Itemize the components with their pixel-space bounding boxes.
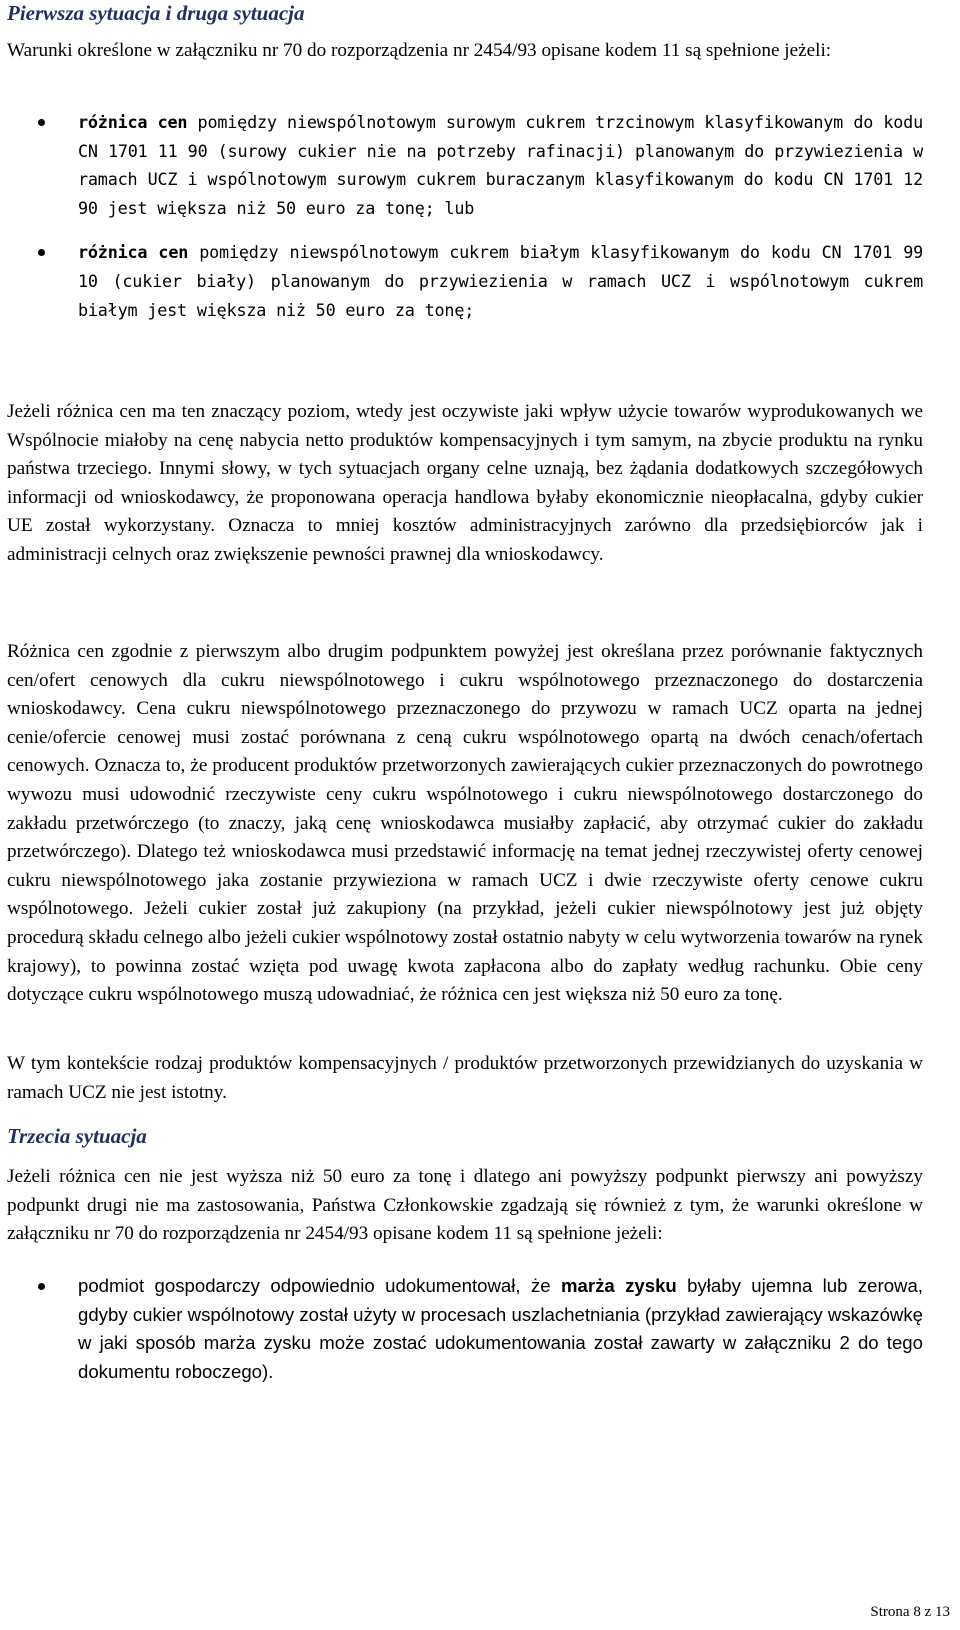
- bullet-body: byłaby ujemna lub zerowa, gdyby cukier wspólnotowy został użyty w procesach uszlachetniania (przykład zawierający wskazówkę w jaki sposób marża zysku może zostać udokumentowania został zawarty w załączniku 2 do tego dokumentu roboczego).: [78, 1275, 923, 1382]
- section-heading-third: Trzecia sytuacja: [7, 1124, 147, 1148]
- intro-paragraph: Warunki określone w załączniku nr 70 do rozporządzenia nr 2454/93 opisane kodem 11 są spełnione jeżeli:: [7, 40, 832, 61]
- bullet-text: [78, 238, 923, 324]
- list-item: [7, 108, 923, 222]
- bullet-list-price-difference: [7, 108, 923, 324]
- bullet-icon: [38, 1283, 45, 1290]
- context-paragraph: W tym kontekście rodzaj produktów kompensacyjnych / produktów przetworzonych przewidzianych do uzyskania w ramach UCZ nie jest istotny.: [7, 1053, 923, 1103]
- bullet-text: [78, 108, 923, 222]
- bullet-lead: podmiot gospodarczy odpowiednio udokumentował, że: [78, 1275, 561, 1296]
- significant-level-paragraph: Jeżeli różnica cen ma ten znaczący poziom, wtedy jest oczywiste jaki wpływ użycie towarów wyprodukowanych we Wspólnocie miałoby na cenę nabycia netto produktów kompensacyjnych i tym samym, na zbycie produktu na rynku państwa trzeciego. Innymi słowy, w tych sytuacjach organy celne uznają, bez żądania dodatkowych szczegółowych informacji od wnioskodawcy, że proponowana operacja handlowa byłaby ekonomicznie nieopłacalna, gdyby cukier UE został wykorzystany. Oznacza to mniej kosztów administracyjnych zarówno dla przedsiębiorców jak i administracji celnych oraz zwiększenie pewności prawnej dla wnioskodawcy.: [7, 401, 923, 565]
- price-difference-paragraph: Różnica cen zgodnie z pierwszym albo drugim podpunktem powyżej jest określana przez porównanie faktycznych cen/ofert cenowych dla cukru niewspólnotowego i cukru wspólnotowego przeznaczonego do dostarczenia wnioskodawcy. Cena cukru niewspólnotowego przeznaczonego do przywozu w ramach UCZ oparta na jednej cenie/ofercie cenowej musi zostać porównana z ceną cukru wspólnotowego opartą na dwóch cenach/ofertach cenowych. Oznacza to, że producent produktów przetworzonych zawierających cukier przeznaczonych do powrotnego wywozu musi udowodnić rzeczywiste ceny cukru wspólnotowego i cukru niewspólnotowego dostarczonego do zakładu przetwórczego (to znaczy, jaką cenę wnioskodawca musiałby zapłacić, aby otrzymać cukier do zakładu przetwórczego). Dlatego też wnioskodawca musi przedstawić informację na temat jednej rzeczywistej oferty cenowej cukru niewspólnotowego jaka zostanie przywieziona w ramach UCZ i dwie rzeczywiste oferty cenowe cukru wspólnotowego. Jeżeli cukier został już zakupiony (na przykład, jeżeli cukier niewspólnotowy jest już objęty procedurą składu celnego albo jeżeli cukier wspólnotowy został ostatnio nabyty w celu wytworzenia towarów na rynek krajowy), to powinna zostać wzięta pod uwagę kwota zapłacona albo do zapłaty według rachunku. Obie ceny dotyczące cukru wspólnotowego muszą udowadniać, że różnica cen jest większa niż 50 euro za tonę.: [7, 641, 923, 1006]
- list-item: [7, 238, 923, 324]
- third-situation-paragraph: Jeżeli różnica cen nie jest wyższa niż 50 euro za tonę i dlatego ani powyższy podpunkt pierwszy ani powyższy podpunkt drugi nie ma zastosowania, Państwa Członkowskie zgadzają się również z tym, że warunki określone w załączniku nr 70 do rozporządzenia nr 2454/93 opisane kodem 11 są spełnione jeżeli:: [7, 1166, 923, 1245]
- bullet-icon: [38, 119, 45, 126]
- bold-term: różnica cen: [78, 242, 189, 263]
- bullet-list-profit-margin: [7, 1272, 923, 1386]
- bullet-body: pomiędzy niewspólnotowym surowym cukrem trzcinowym klasyfikowanym do kodu CN 1701 11 90 (surowy cukier nie na potrzeby rafinacji) planowanym do przywiezienia w ramach UCZ i wspólnotowym surowym cukrem buraczanym klasyfikowanym do kodu CN 1701 12 90 jest większa niż 50 euro za tonę; lub: [78, 112, 923, 218]
- section-heading-first-second: Pierwsza sytuacja i druga sytuacja: [7, 1, 305, 25]
- list-item: [7, 1272, 923, 1386]
- bold-term: marża zysku: [560, 1275, 677, 1296]
- bullet-text: [78, 1272, 923, 1386]
- bullet-icon: [38, 249, 45, 256]
- page-number: Strona 8 z 13: [870, 1604, 950, 1620]
- bold-term: różnica cen: [78, 112, 188, 132]
- bullet-body: pomiędzy niewspólnotowym cukrem białym klasyfikowanym do kodu CN 1701 99 10 (cukier biały) planowanym do przywiezienia w ramach UCZ i wspólnotowym cukrem białym jest większa niż 50 euro za tonę;: [78, 242, 924, 320]
